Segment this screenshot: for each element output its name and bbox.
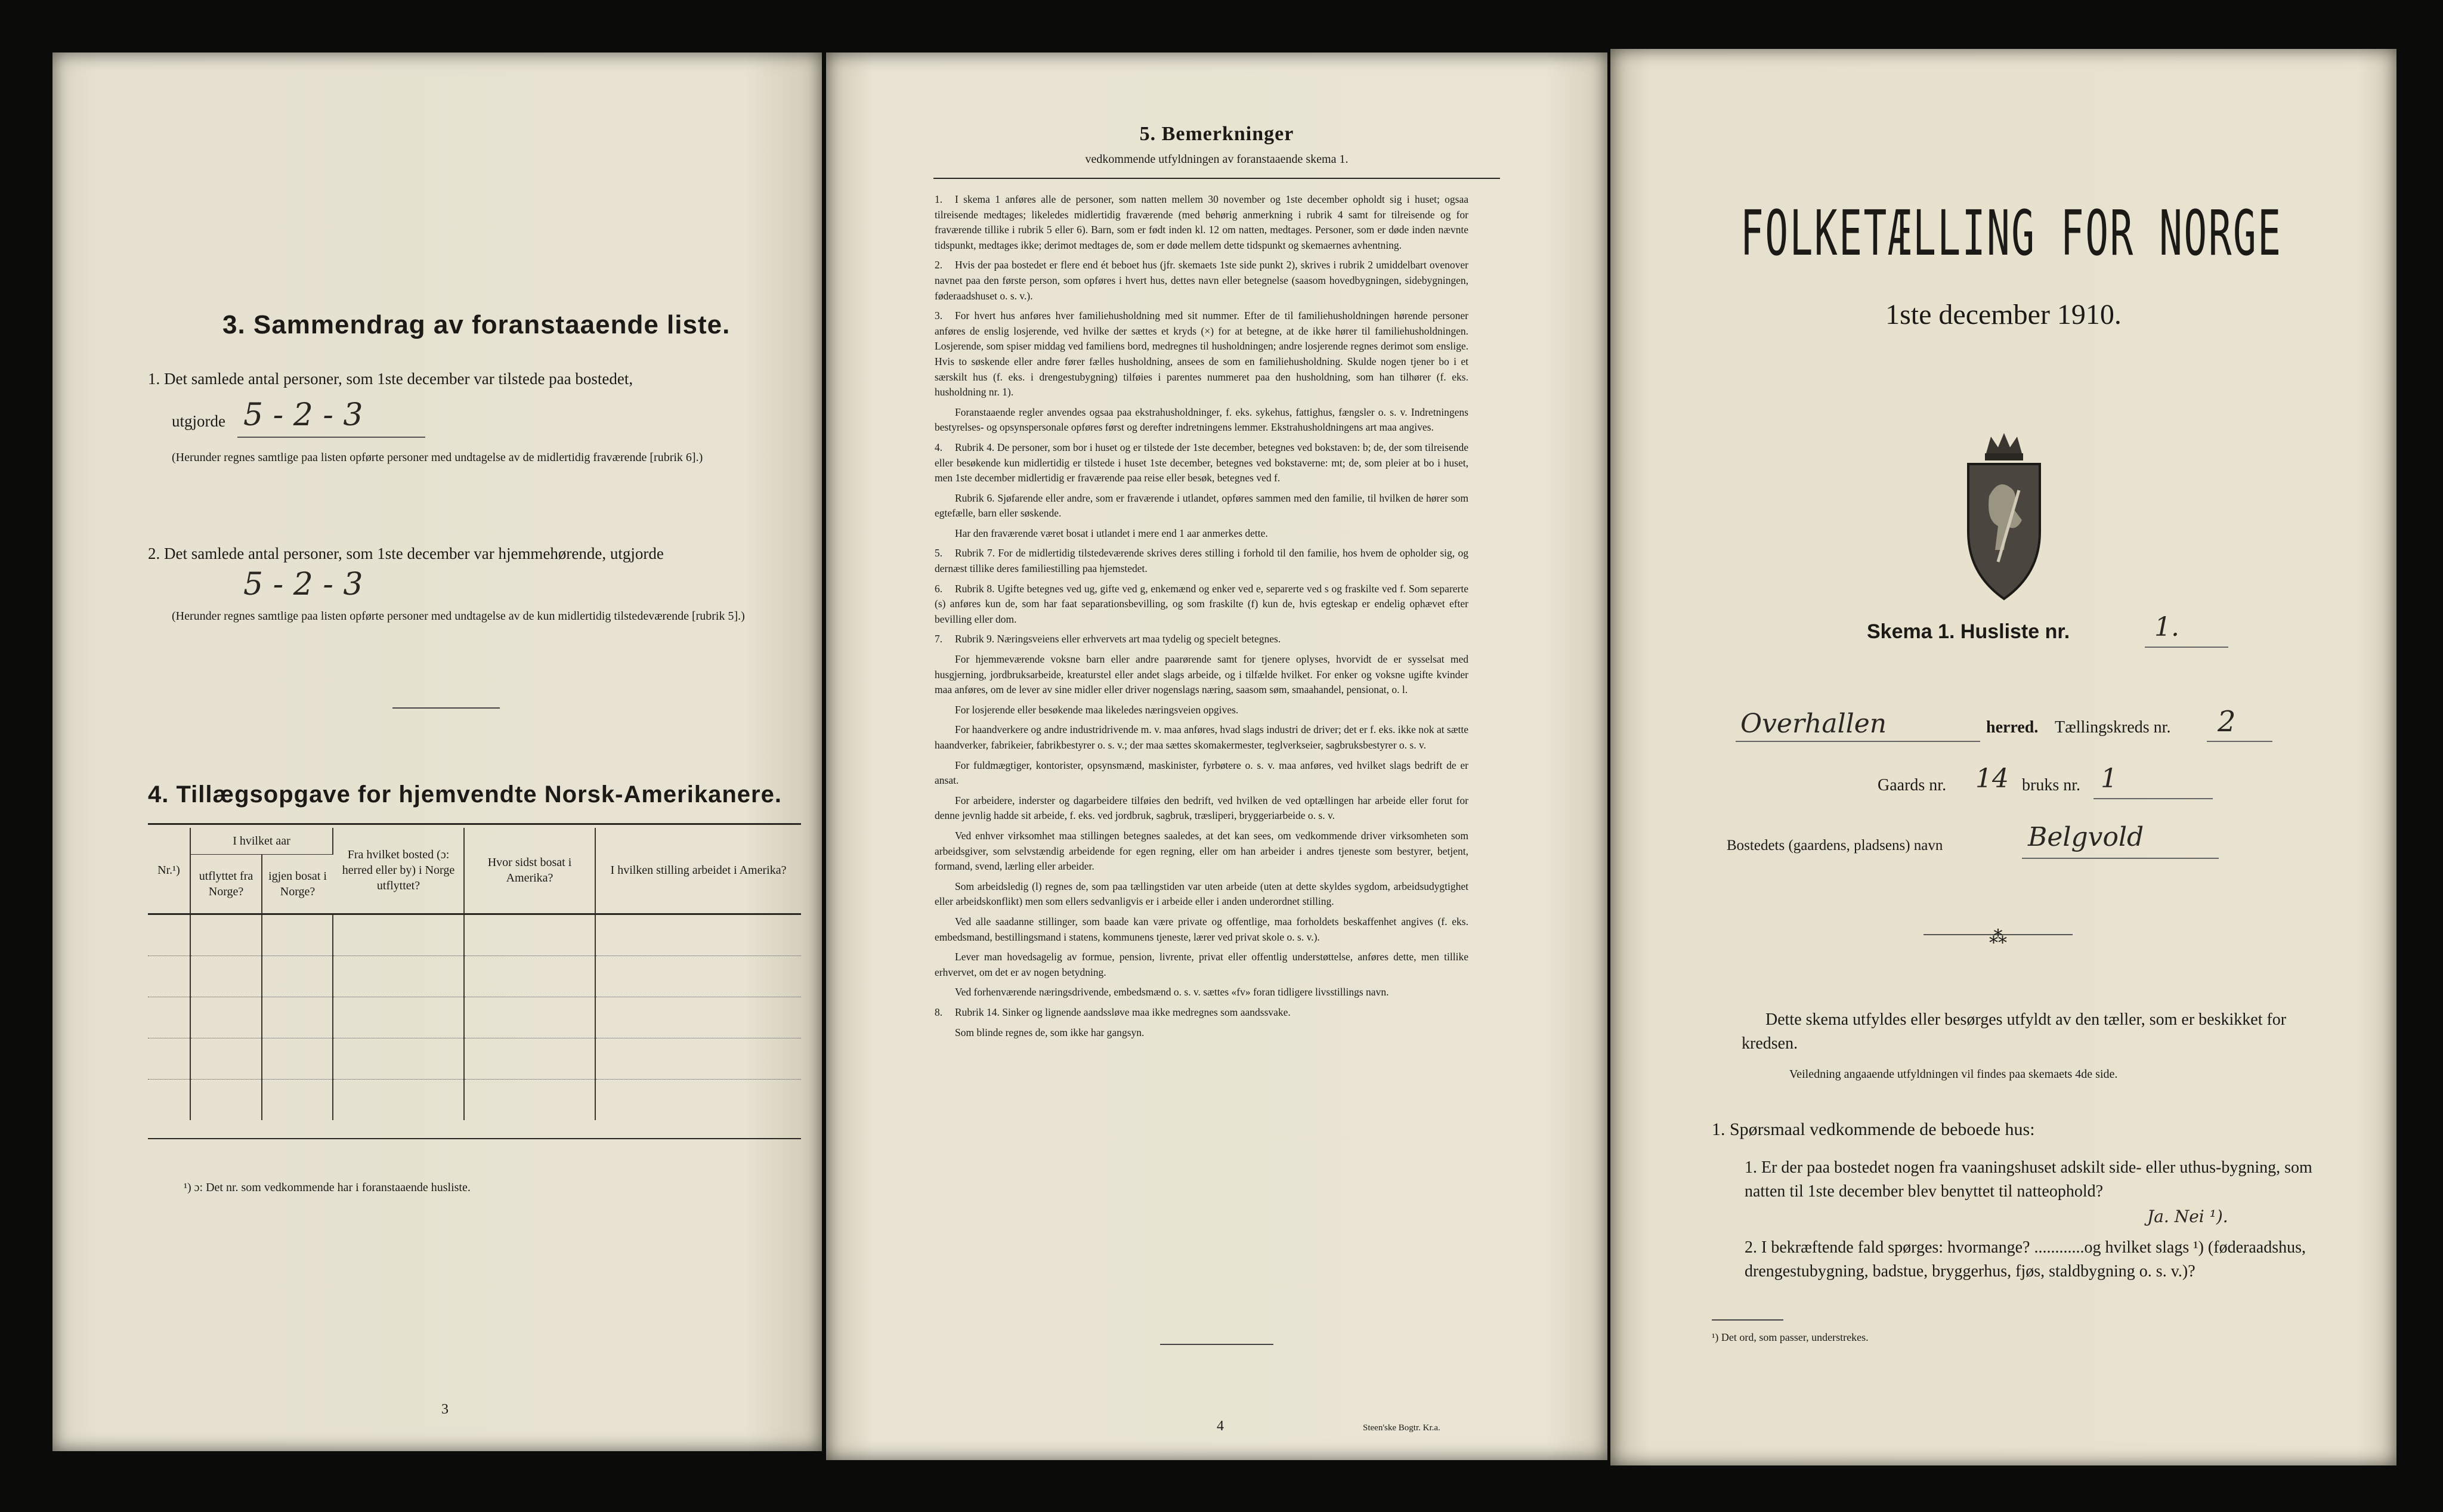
item2-note: (Herunder regnes samtlige paa listen opførte personer med undtagelse av de kun midlertidig tilstedeværende [rubrik 5].) — [172, 610, 745, 623]
section3-title: 3. Sammendrag av foranstaaende liste. — [222, 310, 731, 339]
remark-item — [935, 828, 1468, 874]
col-fra-bosted: Fra hvilket bosted (ɔ: herred eller by) i Norge utflyttet? — [333, 828, 464, 914]
remark-item — [935, 985, 1468, 1000]
table-footnote: ¹) ɔ: Det nr. som vedkommende har i foranstaaende husliste. — [184, 1181, 471, 1194]
remark-text: Rubrik 14. Sinker og lignende aandssløve maa ikke medregnes som aandssvake. — [955, 1006, 1291, 1018]
remark-item — [935, 192, 1468, 253]
bruks-label: bruks nr. — [2022, 776, 2080, 794]
remark-text: Rubrik 6. Sjøfarende eller andre, som er fraværende i utlandet, opføres sammen med den familie, til hvilken de hører som egtefælle, barn eller søskende. — [935, 491, 1468, 520]
question-title: 1. Spørsmaal vedkommende de beboede hus: — [1712, 1120, 2035, 1139]
remark-text: For hvert hus anføres hver familiehusholdning med sit nummer. Efter de til familiehusholdningen hørende personer anføres de enslig losjerende, ved hvilke der sættes et kryds (×) for at betegne, at de ikke hører til familiehusholdningen. Losjerende, som spiser middag ved familiens bord, medregnes til husholdningen; andre losjerende regnes derimot som enslige. Hvis to søskende eller andre fører fælles husholdning, ansees de som en familiehusholdning. Skulde nogen tjener bo i et særskilt hus (f. eks. i drengestubygning) tilføies i parentes nummeret paa den husholdning, som han tilhører (f. eks. husholdning nr. 1). — [935, 310, 1468, 398]
schema-label: Skema 1. Husliste nr. — [1867, 620, 2070, 643]
remark-item — [935, 405, 1468, 435]
item2-text: 2. Det samlede antal personer, som 1ste december var hjemmehørende, utgjorde — [148, 545, 664, 562]
krets-label: Tællingskreds nr. — [2055, 718, 2171, 737]
remark-item — [935, 440, 1468, 486]
remark-item — [935, 758, 1468, 789]
remark-number: 1. — [935, 193, 943, 205]
herred-value: Overhallen — [1740, 709, 1887, 739]
intro-note: Veiledning angaaende utfyldningen vil findes paa skemaets 4de side. — [1789, 1068, 2118, 1081]
remark-text: For arbeidere, inderster og dagarbeidere tilføies den bedrift, ved hvilken de ved optællingen har arbeide eller forut for denne jevnlig hadde sit arbeide, f. eks. ved jordbruk, sagbruk, træsliperi, bryggeriarbeide o. s. v. — [935, 794, 1468, 822]
census-date: 1ste december 1910. — [1885, 299, 2122, 330]
page-number: 4 — [1217, 1418, 1224, 1434]
remark-item — [935, 950, 1468, 980]
remark-item — [935, 632, 1468, 647]
krets-value: 2 — [2218, 705, 2236, 738]
ornament: ⁂ — [1989, 927, 2007, 947]
remark-text: For haandverkere og andre industridrivende m. v. maa anføres, hvad slags industri de driver; det er f. eks. ikke nok at sætte haandverker, fabrikeier, fabrikbestyrer o. s. v.; der maa sættes skomakermester, teglverkseier, sagbruksbestyrer o. s. v. — [935, 723, 1468, 751]
norsk-amerikanere-table — [148, 828, 801, 1120]
remark-number: 2. — [935, 259, 943, 271]
remarks-subtitle: vedkommende utfyldningen av foranstaaende skema 1. — [1085, 153, 1349, 166]
herred-label: herred. — [1986, 718, 2039, 737]
remark-number: 3. — [935, 310, 943, 322]
remark-item — [935, 879, 1468, 910]
right-page — [1610, 49, 2396, 1465]
remark-text: For fuldmægtiger, kontorister, opsynsmænd, maskinister, fyrbøtere o. s. v. maa anføres, ved hvilket slags bedrift de er ansat. — [935, 759, 1468, 787]
remark-text: Hvis der paa bostedet er flere end ét beboet hus (jfr. skemaets 1ste side punkt 2), skrives i rubrik 2 umiddelbart ovenover navnet paa den første person, som opføres i hvert hus, dettes navn eller betegnelse (saasom hovedbygningen, sidebygningen, føderaadshuset o. s. v.). — [935, 259, 1468, 302]
remark-item — [935, 491, 1468, 521]
printer-mark: Steen'ske Bogtr. Kr.a. — [1363, 1423, 1440, 1433]
remark-item — [935, 914, 1468, 945]
page-number: 3 — [441, 1402, 449, 1417]
col-utflyttet: utflyttet fra Norge? — [190, 854, 262, 914]
item2-value: 5 - 2 - 3 — [243, 567, 363, 602]
remark-item — [935, 546, 1468, 576]
bosted-label: Bostedets (gaardens, pladsens) navn — [1727, 837, 1943, 854]
remark-text: Ved forhenværende næringsdrivende, embedsmænd o. s. v. sættes «fv» foran tidligere livsstillings navn. — [955, 986, 1389, 998]
remark-item — [935, 1005, 1468, 1021]
gaards-label: Gaards nr. — [1878, 776, 1947, 794]
remark-item — [935, 1025, 1468, 1041]
remark-text: I skema 1 anføres alle de personer, som natten mellem 30 november og 1ste december opholdt sig i huset; ogsaa tilreisende medtages; likeledes midlertidig fraværende (med behørig anmerkning i rubrik 4 samt for tilreisende og for fraværende tillike i rubrik 5 eller 6). Barn, som er født inden kl. 12 om natten, medtages. Personer, som er døde inden nævnte tidspunkt, medtages ikke; derimot medtages de, som er døde mellem dette tidspunkt og skemaernes avhentning. — [935, 193, 1468, 251]
remarks-title: 5. Bemerkninger — [1139, 123, 1294, 145]
middle-page — [826, 52, 1607, 1460]
remark-text: Rubrik 8. Ugifte betegnes ved ug, gifte ved g, enkemænd og enker ved e, separerte ved s og fraskilte ved f. Som separerte (s) anføres kun de, som har faat separationsbevilling, og som fraskilte (f) kun de, hvis egteskap er endelig ophævet efter bevilling eller dom. — [935, 582, 1468, 625]
question-2: 2. I bekræftende fald spørges: hvormange? ............og hvilket slags ¹) (føderaadshus, drengestubygning, badstue, bryggerhus, fjøs, staldbygning o. s. v.)? — [1745, 1238, 2306, 1281]
census-title: FOLKETÆLLING FOR NORGE — [1740, 197, 2283, 270]
question-1-answer: Ja. Nei ¹). — [2147, 1207, 2228, 1226]
remark-text: Rubrik 4. De personer, som bor i huset og er tilstede der 1ste december, betegnes ved bokstaven: b; de, der som tilreisende eller besøkende kun midlertidig er tilstede i huset 1ste december, betegnes ved bokstaverne: mt; de, som pleier at bo i huset, men 1ste december midlertidig er fraværende paa reise eller besøk, betegnes ved f. — [935, 441, 1468, 484]
remark-number: 8. — [935, 1006, 943, 1018]
remark-item — [935, 722, 1468, 753]
section4-title: 4. Tillægsopgave for hjemvendte Norsk-Amerikanere. — [148, 781, 782, 808]
remark-item — [935, 652, 1468, 698]
remark-number: 6. — [935, 582, 943, 595]
remark-text: Lever man hovedsagelig av formue, pension, livrente, privat eller offentlig understøttelse, anføres dette, men tillike erhvervet, om det er av nogen betydning. — [935, 951, 1468, 978]
left-page — [52, 52, 822, 1451]
item1-note: (Herunder regnes samtlige paa listen opførte personer med undtagelse av de midlertidig fraværende [rubrik 6].) — [172, 451, 703, 464]
col-stilling: I hvilken stilling arbeidet i Amerika? — [610, 864, 787, 877]
remarks-list — [935, 192, 1468, 1045]
question-1: 1. Er der paa bostedet nogen fra vaaningshuset adskilt side- eller uthus-bygning, som natten til 1ste december blev benyttet til natteophold? — [1745, 1158, 2312, 1201]
col-igjen-bosat: igjen bosat i Norge? — [268, 869, 327, 898]
intro-text: Dette skema utfyldes eller besørges utfyldt av den tæller, som er beskikket for kredsen. — [1742, 1010, 2287, 1053]
item1-prefix: utgjorde — [172, 412, 225, 430]
col-nr: Nr.¹) — [148, 828, 190, 914]
remark-item — [935, 582, 1468, 627]
remark-text: Rubrik 9. Næringsveiens eller erhvervets art maa tydelig og specielt betegnes. — [955, 633, 1281, 645]
remark-item — [935, 308, 1468, 400]
remark-item — [935, 258, 1468, 304]
remark-item — [935, 703, 1468, 718]
item1-value: 5 - 2 - 3 — [243, 397, 363, 433]
col-group-aar: I hvilket aar — [190, 828, 333, 854]
remark-number: 4. — [935, 441, 943, 453]
remark-text: Rubrik 7. For de midlertidig tilstedeværende skrives deres stilling i forhold til den familie, hos hvem de opholder sig, og dernæst tillike deres familiestilling paa hjemstedet. — [935, 547, 1468, 575]
remark-text: Har den fraværende været bosat i utlandet i mere end 1 aar anmerkes dette. — [955, 527, 1268, 539]
schema-value: 1. — [2154, 612, 2179, 642]
remark-item — [935, 526, 1468, 542]
remark-text: For hjemmeværende voksne barn eller andre paarørende samt for tjenere oplyses, hvorvidt de er sysselsat med husgjerning, jordbruksarbeide, kreaturstel eller andet slags arbeide, og i tilfælde hvilket. For enker og voksne ugifte kvinder maa anføres, om de lever av sine midler eller driver nogenslags næring, saasom søm, smaahandel, pensionat, o. l. — [935, 653, 1468, 696]
remark-number: 7. — [935, 633, 943, 645]
norway-lion-icon — [1962, 431, 2046, 604]
gaards-value: 14 — [1975, 763, 2009, 794]
col-amerika-bosat: Hvor sidst bosat i Amerika? — [464, 828, 595, 914]
item1-text: 1. Det samlede antal personer, som 1ste december var tilstede paa bostedet, — [148, 370, 633, 388]
remark-number: 5. — [935, 547, 943, 559]
remark-text: Som arbeidsledig (l) regnes de, som paa tællingstiden var uten arbeide (uten at dette skyldes sygdom, arbeidsudygtighet eller arbeidskonflikt) men som ellers sedvanligvis er i arbeide eller i anden underordnet stilling. — [935, 880, 1468, 908]
remark-text: Som blinde regnes de, som ikke har gangsyn. — [955, 1026, 1145, 1038]
remark-item — [935, 793, 1468, 824]
remark-text: Ved enhver virksomhet maa stillingen betegnes saaledes, at det kan sees, om vedkommende driver virksomheten som arbeidsgiver, som selvstændig arbeidende for egen regning, eller om han arbeider i andres tjeneste som bestyrer, betjent, formand, svend, lærling eller arbeider. — [935, 829, 1468, 873]
right-footnote: ¹) Det ord, som passer, understrekes. — [1712, 1331, 1869, 1343]
bruks-value: 1 — [2101, 763, 2117, 794]
remark-text: For losjerende eller besøkende maa likeledes næringsveien opgives. — [955, 703, 1239, 716]
bosted-value: Belgvold — [2028, 822, 2144, 852]
remark-text: Ved alle saadanne stillinger, som baade kan være private og offentlige, maa forholdets beskaffenhet angives (f. eks. embedsmand, bestillingsmand i statens, kommunens tjeneste, lærer ved privat skole o. s. v.). — [935, 915, 1468, 943]
remark-text: Foranstaaende regler anvendes ogsaa paa ekstrahusholdninger, f. eks. sykehus, fattighus, fængsler o. s. v. Indretningens bestyrelses- og opsynspersonale opføres først og derefter indretningens lemmer. Ekstrahusholdningens art maa angives. — [935, 406, 1468, 434]
